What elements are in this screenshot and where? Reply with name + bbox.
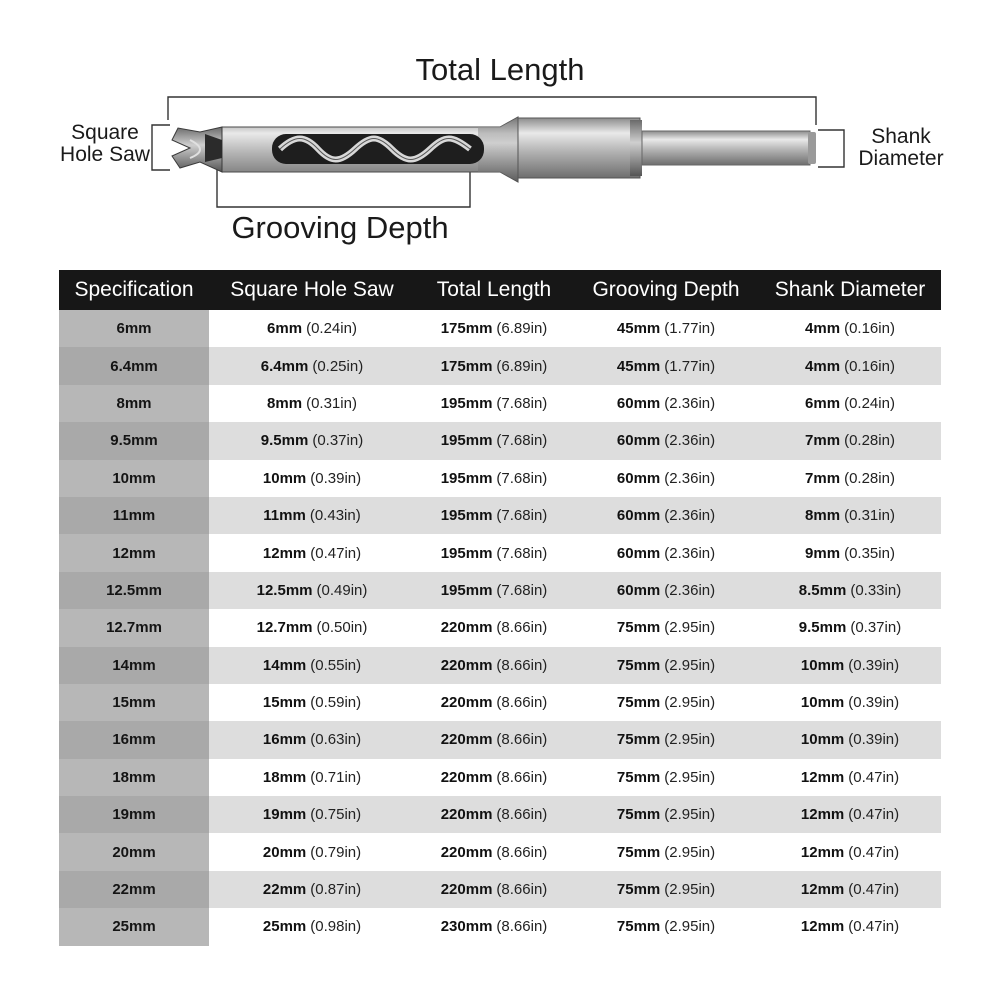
grooving-depth-inch: (2.95in) <box>664 694 716 712</box>
grooving-depth-label: Grooving Depth <box>231 210 449 245</box>
total-length-mm: 195mm <box>440 469 493 487</box>
shank-diameter-inch: (0.16in) <box>844 357 895 375</box>
grooving-depth-cell <box>573 609 759 646</box>
square-hole-saw-cell <box>209 833 415 870</box>
shank-diameter-mm: 10mm <box>800 731 845 749</box>
square-hole-saw-mm: 9.5mm <box>260 432 309 450</box>
square-hole-saw-cell <box>209 310 415 347</box>
total-length-inch: (8.66in) <box>496 918 548 936</box>
grooving-depth-cell <box>573 908 759 945</box>
grooving-depth-mm: 45mm <box>616 320 661 338</box>
table-row <box>59 833 941 870</box>
shank-diameter-mm: 8mm <box>805 507 841 525</box>
square-hole-saw-label <box>50 122 160 166</box>
grooving-depth-inch: (2.95in) <box>664 881 716 899</box>
shank-diameter-cell <box>759 460 941 497</box>
shank-diameter-cell <box>759 684 941 721</box>
total-length-mm: 220mm <box>440 806 493 824</box>
grooving-depth-inch: (2.95in) <box>664 619 716 637</box>
shank-diameter-inch: (0.28in) <box>844 469 895 487</box>
total-length-cell <box>415 796 573 833</box>
grooving-depth-inch: (2.36in) <box>664 544 716 562</box>
shank-diameter-inch: (0.47in) <box>848 881 900 899</box>
square-hole-saw-label-line1: Square <box>71 121 139 144</box>
total-length-inch: (6.89in) <box>496 320 548 338</box>
shank-diameter-inch: (0.47in) <box>848 918 900 936</box>
grooving-depth-mm: 60mm <box>616 394 661 412</box>
header-grooving-depth: Grooving Depth <box>592 278 740 301</box>
shank-diameter-mm: 12mm <box>800 881 845 899</box>
shank-diameter-inch: (0.16in) <box>844 320 895 338</box>
shank-diameter-cell <box>759 833 941 870</box>
shank-diameter-cell <box>759 609 941 646</box>
total-length-inch: (8.66in) <box>496 656 548 674</box>
shank-diameter-mm: 12mm <box>800 768 845 786</box>
grooving-depth-cell <box>573 684 759 721</box>
grooving-depth-cell <box>573 385 759 422</box>
total-length-inch: (7.68in) <box>496 432 548 450</box>
total-length-mm: 220mm <box>440 768 493 786</box>
grooving-depth-cell <box>573 833 759 870</box>
total-length-mm: 220mm <box>440 731 493 749</box>
grooving-depth-mm: 75mm <box>616 619 661 637</box>
shank-diameter-inch: (0.47in) <box>848 806 900 824</box>
grooving-depth-cell <box>573 871 759 908</box>
total-length-label: Total Length <box>415 52 585 87</box>
grooving-depth-inch: (2.95in) <box>664 768 716 786</box>
header-square-hole-saw: Square Hole Saw <box>230 278 394 301</box>
grooving-depth-cell <box>573 721 759 758</box>
table-row <box>59 385 941 422</box>
square-hole-saw-inch: (0.75in) <box>310 806 362 824</box>
table-row <box>59 347 941 384</box>
shank-diameter-inch: (0.39in) <box>848 694 900 712</box>
grooving-depth-cell <box>573 460 759 497</box>
grooving-depth-inch: (2.95in) <box>664 806 716 824</box>
spec-cell: 18mm <box>59 759 209 796</box>
square-hole-saw-mm: 16mm <box>262 731 307 749</box>
square-hole-saw-inch: (0.71in) <box>310 768 362 786</box>
square-hole-saw-inch: (0.50in) <box>316 619 368 637</box>
spec-cell: 6mm <box>59 310 209 347</box>
spec-cell: 9.5mm <box>59 422 209 459</box>
total-length-inch: (7.68in) <box>496 507 548 525</box>
grooving-depth-cell <box>573 759 759 796</box>
shank-diameter-inch: (0.37in) <box>850 619 902 637</box>
total-length-cell <box>415 721 573 758</box>
grooving-depth-cell <box>573 796 759 833</box>
shank-diameter-inch: (0.47in) <box>848 768 900 786</box>
total-length-mm: 195mm <box>440 432 493 450</box>
total-length-cell <box>415 310 573 347</box>
grooving-depth-cell <box>573 497 759 534</box>
spec-cell: 16mm <box>59 721 209 758</box>
table-row <box>59 721 941 758</box>
square-hole-saw-mm: 12.5mm <box>256 581 313 599</box>
total-length-cell <box>415 347 573 384</box>
shank-diameter-mm: 12mm <box>800 806 845 824</box>
square-hole-saw-inch: (0.39in) <box>310 469 362 487</box>
shank-diameter-mm: 12mm <box>800 918 845 936</box>
shank-diameter-inch: (0.31in) <box>844 507 895 525</box>
square-hole-saw-cell <box>209 759 415 796</box>
total-length-cell <box>415 833 573 870</box>
total-length-mm: 230mm <box>440 918 493 936</box>
grooving-depth-mm: 75mm <box>616 731 661 749</box>
square-hole-saw-inch: (0.47in) <box>310 544 362 562</box>
table-row <box>59 534 941 571</box>
grooving-depth-mm: 45mm <box>616 357 661 375</box>
header-total-length: Total Length <box>436 278 552 301</box>
shank-diameter-cell <box>759 647 941 684</box>
spec-cell: 20mm <box>59 833 209 870</box>
grooving-depth-inch: (2.95in) <box>664 656 716 674</box>
total-length-inch: (8.66in) <box>496 694 548 712</box>
table-row <box>59 647 941 684</box>
shank-diameter-mm: 8.5mm <box>798 581 847 599</box>
total-length-inch: (8.66in) <box>496 806 548 824</box>
total-length-inch: (8.66in) <box>496 768 548 786</box>
grooving-depth-mm: 75mm <box>616 918 661 936</box>
shank-diameter-mm: 4mm <box>805 320 841 338</box>
square-hole-saw-label-line2: Hole Saw <box>60 143 150 167</box>
grooving-depth-cell <box>573 534 759 571</box>
total-length-cell <box>415 759 573 796</box>
spec-cell: 19mm <box>59 796 209 833</box>
total-length-cell <box>415 422 573 459</box>
square-hole-saw-mm: 22mm <box>262 881 307 899</box>
total-length-inch: (7.68in) <box>496 581 548 599</box>
grooving-depth-mm: 60mm <box>616 581 661 599</box>
table-row <box>59 759 941 796</box>
square-hole-saw-inch: (0.79in) <box>310 843 362 861</box>
square-hole-saw-cell <box>209 422 415 459</box>
total-length-cell <box>415 534 573 571</box>
total-length-inch: (7.68in) <box>496 394 548 412</box>
square-hole-saw-inch: (0.49in) <box>316 581 368 599</box>
total-length-inch: (7.68in) <box>496 544 548 562</box>
shank-diameter-mm: 4mm <box>805 357 841 375</box>
total-length-mm: 220mm <box>440 694 493 712</box>
grooving-depth-inch: (2.95in) <box>664 918 716 936</box>
total-length-mm: 220mm <box>440 619 493 637</box>
grooving-depth-mm: 75mm <box>616 694 661 712</box>
total-length-cell <box>415 385 573 422</box>
header-shank-diameter: Shank Diameter <box>774 278 926 301</box>
specification-table <box>59 270 941 946</box>
grooving-depth-cell <box>573 647 759 684</box>
square-hole-saw-inch: (0.37in) <box>312 432 364 450</box>
square-hole-saw-cell <box>209 647 415 684</box>
square-hole-saw-cell <box>209 609 415 646</box>
shank-diameter-label-line1: Shank <box>871 125 931 148</box>
square-hole-saw-cell <box>209 871 415 908</box>
square-hole-saw-mm: 12mm <box>262 544 307 562</box>
spec-cell: 6.4mm <box>59 347 209 384</box>
square-hole-saw-inch: (0.25in) <box>312 357 364 375</box>
total-length-mm: 220mm <box>440 843 493 861</box>
grooving-depth-cell <box>573 347 759 384</box>
square-hole-saw-mm: 6.4mm <box>260 357 309 375</box>
square-hole-saw-mm: 8mm <box>267 394 303 412</box>
grooving-depth-cell <box>573 572 759 609</box>
shank-diameter-bracket <box>818 130 844 167</box>
grooving-depth-inch: (1.77in) <box>664 320 716 338</box>
shank-diameter-inch: (0.39in) <box>848 731 900 749</box>
shank-diameter-mm: 10mm <box>800 694 845 712</box>
shank-diameter-cell <box>759 422 941 459</box>
grooving-depth-inch: (2.36in) <box>664 432 716 450</box>
grooving-depth-inch: (2.95in) <box>664 843 716 861</box>
total-length-inch: (8.66in) <box>496 881 548 899</box>
total-length-cell <box>415 908 573 945</box>
square-hole-saw-mm: 15mm <box>262 694 307 712</box>
total-length-mm: 175mm <box>440 357 493 375</box>
total-length-inch: (8.66in) <box>496 619 548 637</box>
shank-diameter-mm: 7mm <box>805 469 841 487</box>
spec-cell: 12.7mm <box>59 609 209 646</box>
square-hole-saw-cell <box>209 908 415 945</box>
spec-cell: 22mm <box>59 871 209 908</box>
total-length-cell <box>415 684 573 721</box>
shank-diameter-mm: 10mm <box>800 656 845 674</box>
total-length-mm: 195mm <box>440 544 493 562</box>
square-hole-saw-cell <box>209 385 415 422</box>
total-length-cell <box>415 572 573 609</box>
table-row <box>59 572 941 609</box>
shank-diameter-inch: (0.39in) <box>848 656 900 674</box>
square-hole-saw-mm: 12.7mm <box>256 619 313 637</box>
shank-diameter-cell <box>759 310 941 347</box>
table-row <box>59 796 941 833</box>
square-hole-saw-cell <box>209 347 415 384</box>
shank-diameter-cell <box>759 871 941 908</box>
grooving-depth-mm: 75mm <box>616 881 661 899</box>
grooving-depth-mm: 75mm <box>616 656 661 674</box>
total-length-inch: (8.66in) <box>496 731 548 749</box>
shank-diameter-inch: (0.35in) <box>844 544 895 562</box>
spec-cell: 11mm <box>59 497 209 534</box>
square-hole-saw-cell <box>209 721 415 758</box>
square-hole-saw-inch: (0.31in) <box>306 394 357 412</box>
shank-diameter-mm: 9.5mm <box>798 619 847 637</box>
product-diagram <box>0 0 1000 262</box>
shank-diameter-cell <box>759 347 941 384</box>
grooving-depth-mm: 60mm <box>616 507 661 525</box>
spec-cell: 12mm <box>59 534 209 571</box>
shank-diameter-mm: 12mm <box>800 843 845 861</box>
total-length-mm: 220mm <box>440 656 493 674</box>
square-hole-saw-cell <box>209 684 415 721</box>
total-length-cell <box>415 609 573 646</box>
spec-cell: 25mm <box>59 908 209 945</box>
grooving-depth-inch: (1.77in) <box>664 357 716 375</box>
square-hole-saw-inch: (0.55in) <box>310 656 362 674</box>
spec-cell: 12.5mm <box>59 572 209 609</box>
shank-diameter-cell <box>759 759 941 796</box>
table-row <box>59 422 941 459</box>
table-row <box>59 684 941 721</box>
grooving-depth-inch: (2.36in) <box>664 507 716 525</box>
grooving-depth-mm: 75mm <box>616 768 661 786</box>
table-header <box>59 270 941 310</box>
table-row <box>59 460 941 497</box>
spec-cell: 14mm <box>59 647 209 684</box>
total-length-cell <box>415 497 573 534</box>
shank-diameter-inch: (0.33in) <box>850 581 902 599</box>
grooving-depth-mm: 75mm <box>616 806 661 824</box>
shank-diameter-mm: 7mm <box>805 432 841 450</box>
table-row <box>59 310 941 347</box>
table-row <box>59 871 941 908</box>
total-length-cell <box>415 871 573 908</box>
shank-diameter-cell <box>759 534 941 571</box>
total-length-mm: 195mm <box>440 394 493 412</box>
square-hole-saw-inch: (0.63in) <box>310 731 362 749</box>
header-specification: Specification <box>74 278 194 301</box>
grooving-depth-inch: (2.36in) <box>664 469 716 487</box>
shank-diameter-label <box>846 126 956 170</box>
shank-diameter-cell <box>759 908 941 945</box>
grooving-depth-mm: 60mm <box>616 432 661 450</box>
grooving-depth-bracket <box>217 170 470 207</box>
shank-diameter-inch: (0.47in) <box>848 843 900 861</box>
square-hole-saw-mm: 20mm <box>262 843 307 861</box>
shank-diameter-cell <box>759 497 941 534</box>
table-row <box>59 609 941 646</box>
drill-bit <box>172 117 816 182</box>
square-hole-saw-mm: 14mm <box>262 656 307 674</box>
total-length-bracket <box>168 97 816 125</box>
total-length-inch: (8.66in) <box>496 843 548 861</box>
shank-diameter-cell <box>759 572 941 609</box>
shank-diameter-cell <box>759 796 941 833</box>
square-hole-saw-mm: 11mm <box>263 507 306 525</box>
shank-diameter-mm: 9mm <box>805 544 841 562</box>
total-length-inch: (7.68in) <box>496 469 548 487</box>
grooving-depth-cell <box>573 422 759 459</box>
square-hole-saw-mm: 19mm <box>262 806 307 824</box>
total-length-mm: 175mm <box>440 320 493 338</box>
square-hole-saw-cell <box>209 460 415 497</box>
total-length-mm: 195mm <box>440 507 493 525</box>
grooving-depth-inch: (2.95in) <box>664 731 716 749</box>
total-length-cell <box>415 647 573 684</box>
table-body <box>59 310 941 946</box>
spec-cell: 10mm <box>59 460 209 497</box>
shank-diameter-inch: (0.24in) <box>844 394 895 412</box>
shank-diameter-cell <box>759 721 941 758</box>
total-length-inch: (6.89in) <box>496 357 548 375</box>
shank-diameter-mm: 6mm <box>805 394 841 412</box>
shank-diameter-inch: (0.28in) <box>844 432 895 450</box>
total-length-mm: 195mm <box>440 581 493 599</box>
grooving-depth-mm: 75mm <box>616 843 661 861</box>
square-hole-saw-cell <box>209 534 415 571</box>
table-row <box>59 497 941 534</box>
square-hole-saw-cell <box>209 572 415 609</box>
square-hole-saw-inch: (0.43in) <box>309 507 361 525</box>
grooving-depth-inch: (2.36in) <box>664 581 716 599</box>
square-hole-saw-cell <box>209 497 415 534</box>
square-hole-saw-mm: 18mm <box>262 768 307 786</box>
square-hole-saw-cell <box>209 796 415 833</box>
square-hole-saw-mm: 25mm <box>262 918 307 936</box>
grooving-depth-mm: 60mm <box>616 469 661 487</box>
table-row <box>59 908 941 945</box>
square-hole-saw-inch: (0.24in) <box>306 320 357 338</box>
square-hole-saw-mm: 10mm <box>262 469 307 487</box>
total-length-cell <box>415 460 573 497</box>
grooving-depth-mm: 60mm <box>616 544 661 562</box>
square-hole-saw-inch: (0.87in) <box>310 881 362 899</box>
square-hole-saw-inch: (0.59in) <box>310 694 362 712</box>
grooving-depth-inch: (2.36in) <box>664 394 716 412</box>
shank-diameter-cell <box>759 385 941 422</box>
square-hole-saw-inch: (0.98in) <box>310 918 362 936</box>
total-length-mm: 220mm <box>440 881 493 899</box>
square-hole-saw-mm: 6mm <box>267 320 303 338</box>
spec-cell: 15mm <box>59 684 209 721</box>
grooving-depth-cell <box>573 310 759 347</box>
shank-diameter-label-line2: Diameter <box>858 147 944 171</box>
spec-cell: 8mm <box>59 385 209 422</box>
